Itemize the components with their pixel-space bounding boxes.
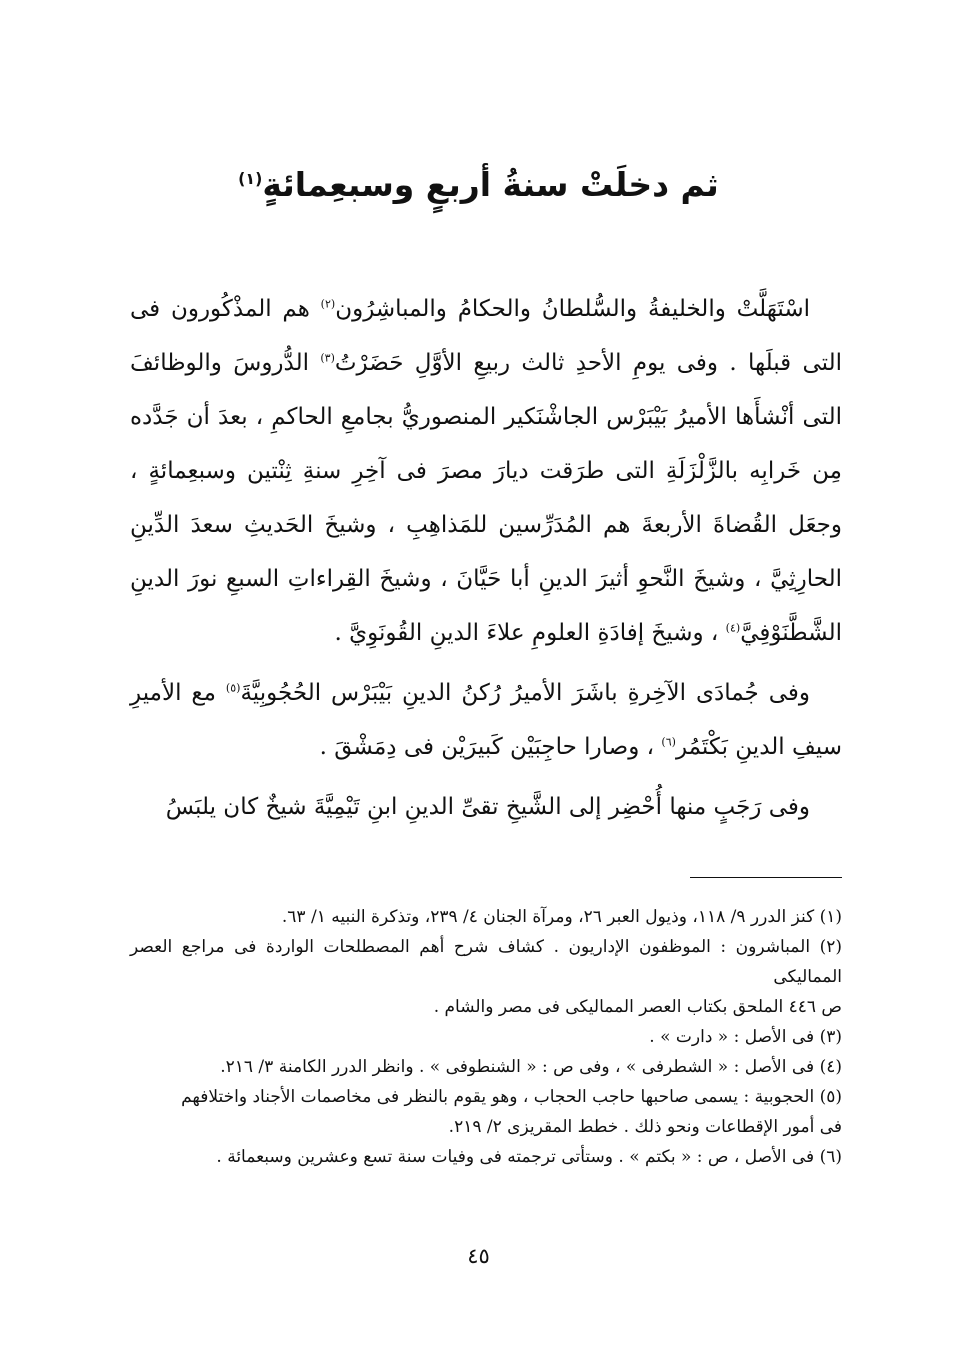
- body-text-segment: وفى رَجَبٍ منها أُحْضِر إلى الشَّيخِ تقىِّ الدينِ ابنِ تَيْمِيَّةَ شيخٌ كان يلبَسُ: [165, 794, 810, 820]
- footnote: (١) كنز الدرر ٩/ ١١٨، وذيول العبر ٢٦، ومرآة الجنان ٤/ ٢٣٩، وتذكرة النبيه ١/ ٦٣.: [281, 907, 842, 927]
- footnotes: [130, 902, 842, 1172]
- footnote-separator: [690, 877, 842, 878]
- body-text-segment: هم المذْكُورون فى التى قبلَها . وفى يومِ الأحدِ ثالث ربيعِ الأوَّلِ حَضَرْتُ: [130, 296, 842, 376]
- footnote-ref: (٤): [725, 621, 741, 635]
- body-text-segment: اسْتَهَلَّتْ والخليفةُ والسُّلطانُ والحكامُ والمباشِرُون: [335, 296, 810, 322]
- footnote: (٢) المباشرون : الموظفون الإداريون . كشاف شرح أهم المصطلحات الواردة فى مراجع العصر المماليكى: [130, 937, 842, 987]
- body-paragraph: [130, 282, 842, 660]
- heading-note-ref: (١): [238, 169, 263, 189]
- body-text-segment: الدُّروسَ والوظائفَ التى أنْشأَها الأميرُ بَيْبَرْس الجاشْنَكير المنصوريُّ بجامعِ الحاكمِ ، بعدَ أن جَدَّده مِن خَرابِه بالزَّلْزَلَةِ التى طرَقت ديارَ مصرَ فى آخِرِ سنةِ ثِنْتين وسبعِمائةٍ ، وجعَل القُضاةَ الأربعةَ هم المُدَرِّسين للمَذاهِبِ ، وشيخَ الحَديثِ سعدَ الدِّينِ الحارِثِيَّ ، وشيخَ النَّحوِ أثيرَ الدينِ أبا حَيَّانَ ، وشيخَ القِراءاتِ السبعِ نورَ الدينِ الشَّطَّنَوْفِيَّ: [130, 350, 842, 646]
- body-paragraph: [130, 780, 842, 834]
- chapter-heading: [120, 160, 837, 210]
- page-number: ٤٥: [467, 1244, 490, 1268]
- body-paragraph: [130, 666, 842, 774]
- footnote-ref: (٢): [320, 297, 336, 311]
- footnote: (٦) فى الأصل ، ص : « بكتم » . وستأتى ترجمته فى وفيات سنة تسع وعشرين وسبعمائة .: [216, 1147, 842, 1167]
- footnote-ref: (٦): [661, 735, 676, 749]
- body-text-segment: مع الأميرِ سيفِ الدينِ بَكْتَمُر: [130, 680, 842, 760]
- chapter-heading-text: ثم دخلَتْ سنةُ أربعٍ وسبعِمائةٍ: [262, 165, 719, 205]
- footnote: (٥) الحجوبية : يسمى صاحبها حاجب الحجاب ، وهو يقوم بالنظر فى مخاصمات الأجناد واختلافهم: [181, 1087, 842, 1107]
- footnote-ref: (٣): [320, 351, 335, 365]
- body-text-segment: وفى جُمادَى الآخِرةِ باشَرَ الأميرُ رُكنُ الدينِ بَيْبَرْس الحُجُوبِيَّةَ: [240, 680, 810, 706]
- footnote-ref: (٥): [225, 681, 241, 695]
- footnote: (٣) فى الأصل : « دارت » .: [649, 1027, 842, 1047]
- footnote-continuation: ص ٤٤٦ الملحق بكتاب العصر المماليكى فى مصر والشام .: [433, 997, 842, 1017]
- body-text-segment: ، وصارا حاجِبَيْن كَبيرَيْن فى دِمَشْقَ .: [319, 734, 662, 760]
- footnote: (٤) فى الأصل : « الشطرفى » ، وفى ص : « الشنطوفى » . وانظر الدرر الكامنة ٣/ ٢١٦.: [220, 1057, 842, 1077]
- main-text: [130, 282, 842, 834]
- body-text-segment: ، وشيخَ إفادَةِ العلومِ علاءَ الدينِ القُونَوِيَّ .: [334, 620, 726, 646]
- footnote-continuation: فى أمور الإقطاعات ونحو ذلك . خطط المقريزى ٢/ ٢١٩.: [448, 1117, 842, 1137]
